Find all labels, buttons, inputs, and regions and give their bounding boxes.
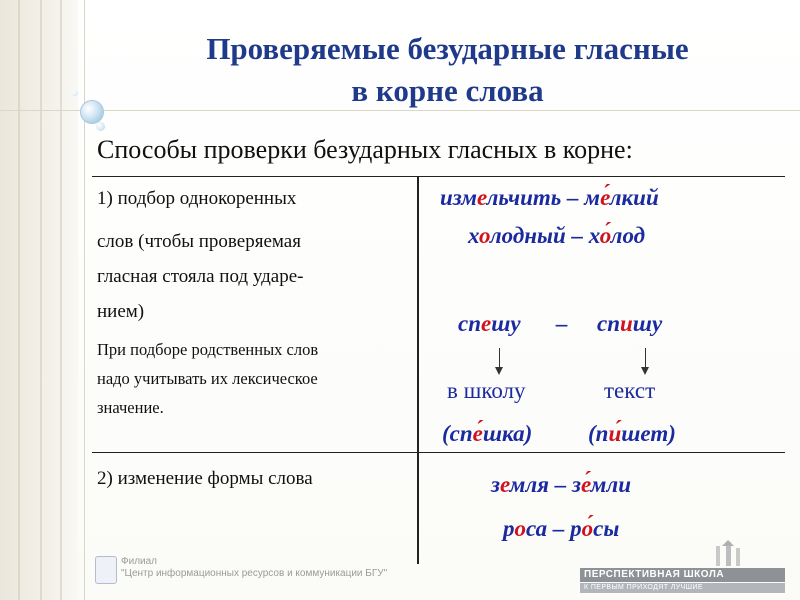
title-line-1: Проверяемые безударные гласные <box>206 31 689 66</box>
context-tekst: текст <box>604 378 656 403</box>
school-brand-title: ПЕРСПЕКТИВНАЯ ШКОЛА <box>580 568 785 582</box>
example-text: мля – з <box>509 472 582 497</box>
word-speshu <box>458 311 521 337</box>
arrow-head-icon <box>495 367 503 375</box>
pair-dash: – <box>556 311 568 336</box>
method-1-line-1 <box>97 186 296 212</box>
example-holodny <box>468 223 645 249</box>
slide-subtitle: Способы проверки безударных гласных в корне: <box>97 135 633 164</box>
decor-stripe <box>40 0 42 600</box>
slide-title <box>95 28 800 112</box>
table-column-divider <box>417 176 419 564</box>
note-line-2: надо учитывать их лексическое <box>97 369 318 388</box>
title-line-2: в корне слова <box>351 73 544 108</box>
example-text: сп <box>458 311 481 336</box>
vowel-highlight: е́ <box>600 185 610 210</box>
vowel-highlight: о <box>514 516 526 541</box>
example-text: шу <box>491 311 521 336</box>
example-rosa <box>503 516 619 542</box>
arrow-down-icon <box>499 348 500 368</box>
school-emblem-icon <box>708 540 756 566</box>
example-text: з <box>491 472 500 497</box>
example-text: р <box>503 516 515 541</box>
school-brand-tagline: К ПЕРВЫМ ПРИХОДЯТ ЛУЧШИЕ <box>580 583 785 593</box>
note-line-3: значение. <box>97 398 164 417</box>
left-decor-band <box>0 0 78 600</box>
method-2: 2) изменение формы слова <box>97 468 313 489</box>
context-v-shkolu: в школу <box>447 378 526 403</box>
example-text: шу <box>632 311 663 336</box>
arrow-head-icon <box>641 367 649 375</box>
footer-branch-info <box>121 556 387 580</box>
example-text: лодный – х <box>489 223 600 248</box>
footer-line-1: Филиал <box>121 556 158 567</box>
vowel-highlight: и <box>620 311 633 336</box>
example-text: льчить – м <box>486 185 601 210</box>
example-text: шет) <box>621 421 676 446</box>
bubble-icon <box>96 122 105 131</box>
decor-vertical-line <box>84 0 85 600</box>
decor-stripe <box>60 0 62 600</box>
example-text: шка) <box>482 421 533 446</box>
arrow-down-icon <box>645 348 646 368</box>
table-border-top <box>92 176 785 177</box>
example-text: лкий <box>609 185 659 210</box>
vowel-highlight: о́ <box>599 223 611 248</box>
check-pishet <box>588 421 676 447</box>
example-text: сп <box>597 311 620 336</box>
note-line-1: При подборе родственных слов <box>97 340 319 359</box>
example-text: (п <box>588 421 609 446</box>
check-speshka <box>442 421 532 447</box>
vowel-highlight: е <box>481 311 492 336</box>
vowel-highlight: е́ <box>472 421 483 446</box>
method-1-text: 1) подбор однокоренных <box>97 188 297 209</box>
footer-school-brand <box>580 568 785 594</box>
example-text: (сп <box>442 421 473 446</box>
vowel-highlight: и́ <box>608 421 622 446</box>
word-spishu <box>597 311 662 337</box>
method-1-line-2: слов (чтобы проверяемая <box>97 231 301 252</box>
example-text: мли <box>590 472 632 497</box>
table-row-divider <box>92 452 785 453</box>
example-zemlya <box>491 472 631 498</box>
vowel-highlight: о́ <box>581 516 594 541</box>
example-text: са – р <box>526 516 582 541</box>
example-text: изм <box>440 185 477 210</box>
method-1-line-3: гласная стояла под ударе- <box>97 266 304 287</box>
example-text: сы <box>593 516 620 541</box>
example-text: лод <box>610 223 646 248</box>
example-text: х <box>468 223 479 248</box>
vowel-highlight: е <box>499 472 510 497</box>
decor-stripe <box>18 0 20 600</box>
branch-logo-icon <box>95 556 117 584</box>
bubble-icon <box>72 90 78 96</box>
vowel-highlight: о <box>478 223 490 248</box>
vowel-highlight: е́ <box>581 472 591 497</box>
vowel-highlight: е <box>476 185 487 210</box>
footer-line-2: "Центр информационных ресурсов и коммуникации БГУ" <box>121 568 388 579</box>
method-1-line-4: нием) <box>97 301 145 322</box>
example-izmelchit <box>440 185 659 211</box>
